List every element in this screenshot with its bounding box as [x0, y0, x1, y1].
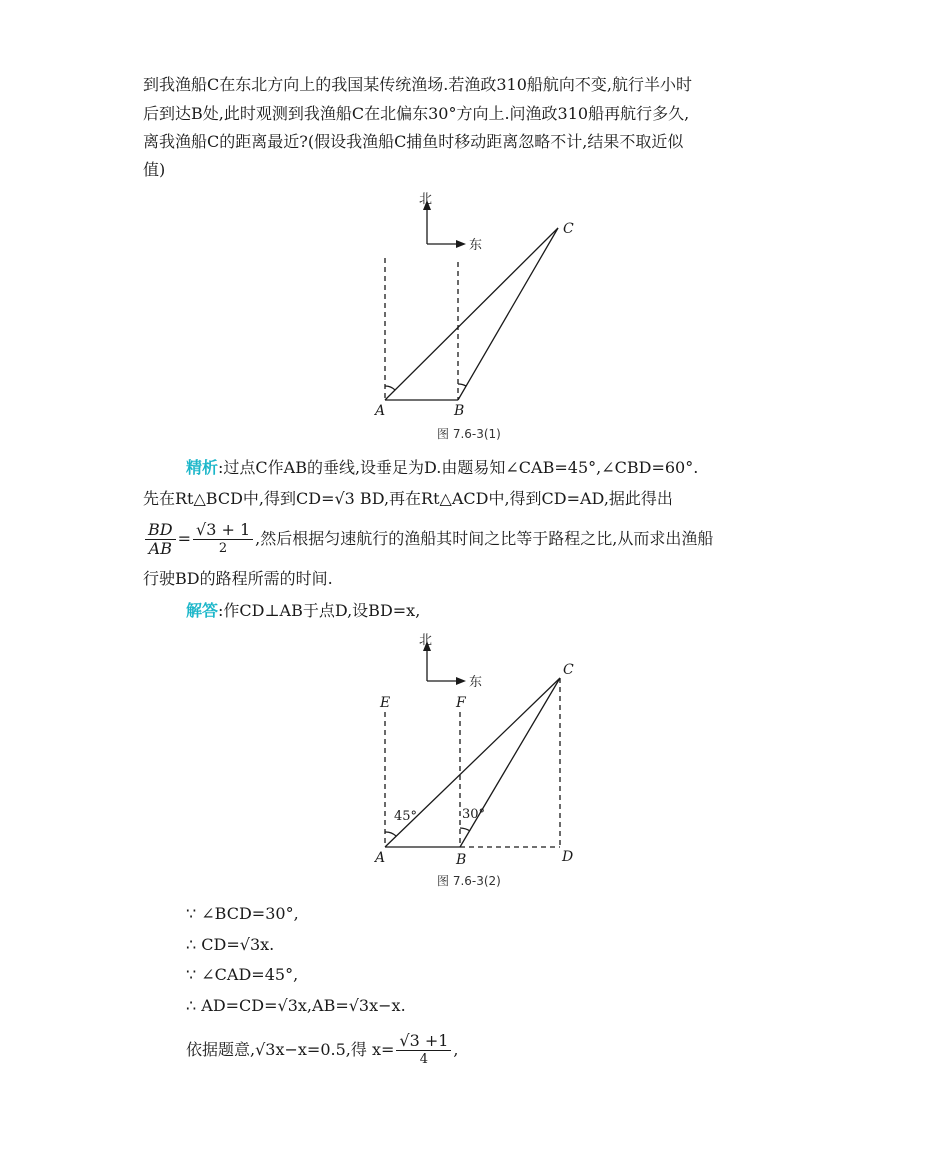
fraction-bd-ab: $\frac{BD}{AB}$ — [145, 521, 176, 558]
analysis-line-1 — [186, 457, 698, 479]
analysis-line-3: $\frac{BD}{AB}$ = $\frac{√3 + 1}{2}$ ,然后根据匀速航行的渔船其时间之比等于路程之比,从而求出渔船 — [143, 520, 713, 558]
analysis-text-3: ,然后根据匀速航行的渔船其时间之比等于路程之比,从而求出渔船 — [255, 529, 714, 548]
step-1: ∵ ∠BCD=30°, — [186, 904, 299, 923]
problem-line-4: 值) — [143, 160, 166, 179]
figure-1-caption: 图 7.6-3(1) — [437, 427, 501, 441]
segment-bc — [458, 228, 558, 400]
label-north-1: 北 — [419, 192, 433, 207]
analysis-line-4: 行驶BD的路程所需的时间. — [143, 569, 333, 588]
problem-line-1: 到我渔船C在东北方向上的我国某传统渔场.若渔政310船航向不变,航行半小时 — [143, 75, 692, 94]
segment-ac — [385, 228, 558, 400]
step-5-text: 依据题意,√3x−x=0.5,得 x= — [186, 1040, 395, 1059]
label-d: D — [562, 849, 574, 865]
analysis-text-1: :过点C作AB的垂线,设垂足为D.由题易知∠CAB=45°,∠CBD=60°. — [218, 458, 699, 477]
analysis-line-2: 先在Rt△BCD中,得到CD=√3 BD,再在Rt△ACD中,得到CD=AD,据此得出 — [143, 489, 673, 508]
label-c-1: C — [563, 221, 574, 237]
step-5 — [186, 1030, 459, 1070]
step-4: ∴ AD=CD=√3x,AB=√3x−x. — [186, 996, 406, 1015]
label-east-2: 东 — [469, 675, 483, 690]
label-b-2: B — [456, 852, 467, 868]
label-e: E — [380, 695, 391, 711]
figure-2-caption: 图 7.6-3(2) — [437, 874, 501, 888]
fraction-x: $\frac{√3 +1}{4}$ — [396, 1032, 451, 1069]
label-a-2: A — [375, 850, 386, 866]
analysis-label: 精析 — [186, 458, 219, 477]
east-arrowhead — [456, 240, 466, 248]
label-f: F — [456, 695, 466, 711]
east-arrowhead — [456, 677, 466, 685]
angle-label-30: 30° — [462, 807, 486, 822]
solution-line-1 — [186, 600, 420, 622]
label-b-1: B — [454, 403, 465, 419]
label-north-2: 北 — [419, 633, 433, 648]
solution-label: 解答 — [186, 601, 219, 620]
step-3: ∵ ∠CAD=45°, — [186, 965, 299, 984]
label-east-1: 东 — [469, 238, 483, 253]
problem-line-3: 离我渔船C的距离最近?(假设我渔船C捕鱼时移动距离忽略不计,结果不取近似 — [143, 132, 684, 151]
label-c-2: C — [563, 662, 574, 678]
angle-arc-a — [385, 832, 396, 836]
angle-arc-b — [460, 828, 470, 831]
angle-arc-a — [385, 386, 395, 390]
fraction-sqrt3-plus-1-over-2: $\frac{√3 + 1}{2}$ — [193, 521, 253, 558]
step-5-comma: , — [453, 1040, 459, 1059]
problem-line-2: 后到达B处,此时观测到我渔船C在北偏东30°方向上.问渔政310船再航行多久, — [143, 104, 690, 123]
figure-1 — [385, 200, 558, 400]
angle-arc-b — [458, 384, 466, 386]
step-2: ∴ CD=√3x. — [186, 935, 275, 954]
angle-label-45: 45° — [394, 809, 418, 824]
solution-intro: :作CD⊥AB于点D,设BD=x, — [218, 601, 421, 620]
label-a-1: A — [375, 403, 386, 419]
